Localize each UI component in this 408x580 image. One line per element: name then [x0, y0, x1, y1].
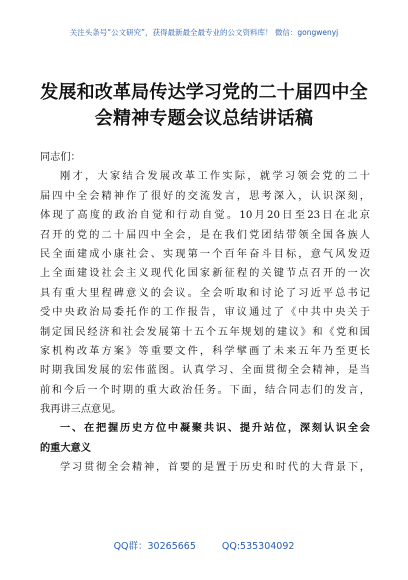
document-body	[40, 148, 370, 478]
header-note: 关注头条号“公文研究”，获得最新最全最专业的公文资料库！ 微信：gongwenyj	[69, 28, 339, 37]
paragraph-line: 上全面建设社会主义现代化国家新征程的关键节点召开的一次	[40, 268, 370, 280]
title-line-2: 会精神专题会议总结讲话稿	[94, 108, 314, 129]
paragraph-line: 刚才，大家结合发展改革工作实际，就学习领会党的二十	[60, 171, 370, 183]
footer-qq-group: QQ群：30265665	[113, 541, 196, 552]
footer-contacts	[0, 538, 408, 552]
paragraph-line: 受中央政治局委托作的工作报告，审议通过了《中共中央关于	[40, 307, 370, 319]
paragraph-line: 具有重大里程碑意义的会议。全会听取和讨论了习近平总书记	[40, 287, 370, 299]
paragraph-line: 前和今后一个时期的重大政治任务。下面，结合同志们的发言，	[40, 384, 370, 396]
document-title	[40, 80, 368, 132]
section-heading-line-2: 的重大意义	[40, 441, 91, 454]
title-line-1: 发展和改革局传达学习党的二十届四中全	[40, 82, 368, 103]
paragraph-line: 召开的党的二十届四中全会，是在我们党团结带领全国各族人	[40, 229, 370, 241]
paragraph-line: 家机构改革方案》等重要文件，科学擘画了未来五年乃至更长	[40, 345, 370, 357]
paragraph-line: 民全面建成小康社会、实现第一个百年奋斗目标，意气风发迈	[40, 248, 370, 260]
paragraph-line: 届四中全会精神作了很好的交流发言，思考深入，认识深刻，	[40, 190, 370, 202]
paragraph-line: 我再讲三点意见。	[40, 404, 122, 416]
paragraph-line: 体现了高度的政治自觉和行动自觉。10月20日至23日在北京	[40, 210, 370, 222]
paragraph-line: 时期我国发展的宏伟蓝图。认真学习、全面贯彻全会精神，是当	[40, 365, 370, 377]
paragraph-line: 制定国民经济和社会发展第十五个五年规划的建议》和《党和国	[40, 326, 370, 338]
salutation: 同志们：	[40, 152, 81, 163]
section-heading-line-1: 一、在把握历史方位中凝聚共识、提升站位，深刻认识全会	[60, 422, 370, 435]
paragraph-line: 学习贯彻全会精神，首要的是置于历史和时代的大背景下，	[60, 462, 370, 474]
footer-qq: QQ:535304092	[221, 541, 295, 552]
